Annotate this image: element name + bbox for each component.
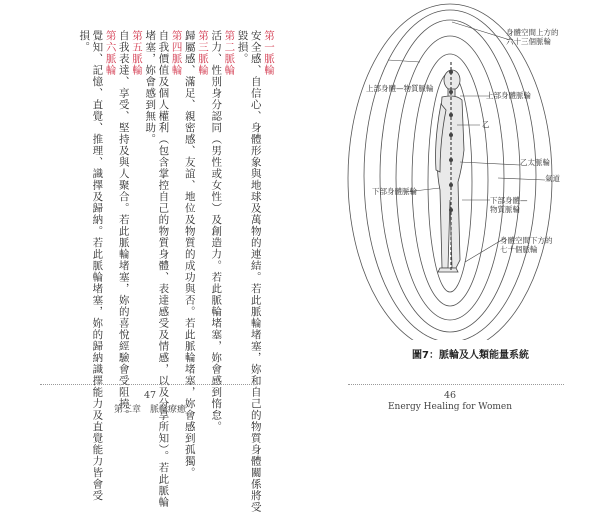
body-text-column: 毀損。: [236, 30, 249, 65]
body-text-column: 自我價值及個人權利（包含掌控自己的物質身體、表達感受及情感，以及分享所知）。若此脈輪: [157, 30, 170, 508]
body-text-column: 歸屬感、滿足、親密感、友誼、地位及物質的成功與否。若此脈輪堵塞，妳會感到孤獨。: [183, 30, 196, 479]
leader-line: [465, 238, 505, 262]
energy-system-figure: [300, 0, 600, 340]
chakra-heading: 第三脈輪: [197, 30, 209, 76]
leader-line: [460, 162, 520, 165]
label-below-chakras: 身體空間下方的 七十個脈輪: [500, 236, 553, 254]
leader-line: [388, 60, 420, 62]
page-number-right: 46: [443, 390, 457, 401]
body-text-column: 活力、性別身分認同（男性或女性）及創造力。若此脈輪堵塞，妳會感到惰怠。: [210, 30, 223, 433]
label-upper-body-chakra: 上部身體脈輪: [486, 91, 531, 100]
chakra-dot: [449, 113, 453, 117]
chakra-dot: [449, 208, 453, 212]
chakra-heading: 第五脈輪: [131, 30, 143, 76]
footer-divider: [40, 384, 260, 385]
chakra-dot: [449, 158, 453, 162]
body-text-column: 損。: [78, 30, 91, 53]
label-upper-body-field: 上部身體—物質脈輪: [366, 84, 434, 93]
label-yitai: 乙太脈輪: [520, 158, 550, 167]
label-above-chakras: 身體空間上方的 六十三個脈輪: [506, 28, 559, 46]
chakra-heading: 第二脈輪: [223, 30, 236, 76]
leader-line: [498, 178, 545, 180]
right-page: [300, 0, 600, 425]
footer-divider: [348, 384, 564, 385]
page-number-left: 47: [143, 390, 157, 401]
label-lower-body-chakra: 下部身體脈輪: [372, 187, 417, 196]
label-qidao: 氣道: [545, 174, 560, 183]
chakra-heading: 第一脈輪: [263, 30, 275, 76]
chakra-dot: [449, 133, 453, 137]
body-text-column: 堵塞，妳會感到無助。: [144, 30, 157, 145]
body-text-column: 覺知、記憶、直覺、推理、識擇及歸納。若此脈輪堵塞，妳的歸納識擇能力及直覺能力皆會受: [91, 30, 104, 502]
chapter-footer: 第三章 脈輪療癒: [113, 405, 186, 415]
figure-caption: 圖7：脈輪及人類能量系統: [412, 350, 529, 361]
chakra-heading: 第六脈輪: [104, 30, 117, 76]
human-figure: [436, 70, 464, 272]
leader-line: [452, 22, 510, 40]
label-lower-body-field: 下部身體— 物質脈輪: [490, 196, 528, 214]
body-text-column: 自我表達、享受、堅持及與人聚合。若此脈輪堵塞，妳的喜悅經驗會受阻撓。: [117, 30, 130, 421]
chakra-heading: 第四脈輪: [170, 30, 183, 76]
chakra-dot: [449, 70, 453, 74]
chakra-dot: [449, 90, 453, 94]
body-text-column: 安全感、自信心、身體形象與地球及萬物的連結。若此脈輪堵塞，妳和自己的物質身體關係將受: [249, 30, 262, 513]
label-yi: 乙: [482, 120, 490, 129]
chakra-dot: [449, 183, 453, 187]
book-title-footer: Energy Healing for Women: [387, 402, 513, 412]
